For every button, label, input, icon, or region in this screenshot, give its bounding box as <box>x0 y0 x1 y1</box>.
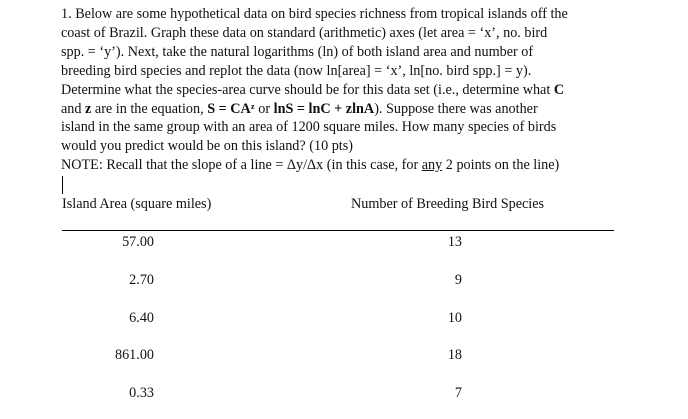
question-text <box>61 5 641 175</box>
question-line-8: would you predict would be on this island? (10 pts) <box>61 138 353 155</box>
bold-c: C <box>553 81 565 98</box>
area-cell: 2.70 <box>129 272 154 288</box>
table-header-rule <box>62 230 614 231</box>
area-cell: 6.40 <box>129 310 154 326</box>
underlined-any: any <box>421 157 443 174</box>
species-cell: 18 <box>447 347 462 363</box>
equation-log: lnS = lnC + zlnA <box>273 100 375 117</box>
species-cell: 9 <box>454 272 462 288</box>
header-island-area: Island Area (square miles) <box>62 196 212 212</box>
area-cell: 0.33 <box>129 385 154 401</box>
area-cell: 57.00 <box>122 234 154 250</box>
question-line-7: island in the same group with an area of 1200 square miles. How many species of birds <box>61 119 557 136</box>
note-line: NOTE: Recall that the slope of a line = Δy/Δx (in this case, for any 2 points on the line) <box>61 157 560 174</box>
text-cursor <box>62 176 63 194</box>
question-line-3: spp. = ‘y’). Next, take the natural logarithms (ln) of both island area and number of <box>61 43 534 60</box>
question-line-6: and z are in the equation, S = CAᶻ or lnS = lnC + zlnA). Suppose there was another <box>61 100 538 117</box>
question-line-1: 1. Below are some hypothetical data on bird species richness from tropical islands off the <box>61 6 568 22</box>
species-cell: 10 <box>447 310 462 326</box>
question-line-4: breeding bird species and replot the data (now ln[area] = ‘x’, ln[no. bird spp.] = y). <box>61 62 532 79</box>
header-species-count: Number of Breeding Bird Species <box>351 196 545 212</box>
bold-z: z <box>85 100 92 117</box>
species-cell: 13 <box>447 234 462 250</box>
question-line-2: coast of Brazil. Graph these data on standard (arithmetic) axes (let area = ‘x’, no. bird <box>61 24 548 41</box>
area-cell: 861.00 <box>114 347 154 363</box>
question-line-5: Determine what the species-area curve should be for this data set (i.e., determine what C <box>61 81 565 98</box>
species-cell: 7 <box>454 385 462 401</box>
equation-power: S = CAᶻ <box>207 100 255 117</box>
